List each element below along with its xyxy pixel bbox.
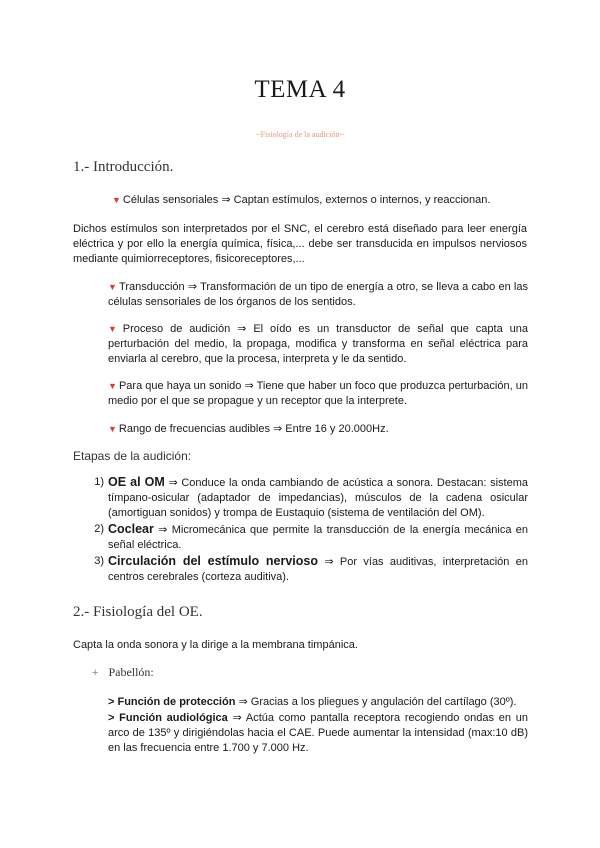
page-title: TEMA 4 [254,76,346,103]
section-2-intro: Capta la onda sonora y la dirige a la membrana timpánica. [73,639,358,651]
bullet-sonido: ▼ Para que haya un sonido ⇒ Tiene que haber un foco que produzca perturbación, un medio por el que se propague y un receptor que la interprete. [108,380,528,407]
section-1-heading: 1.- Introducción. [73,159,174,175]
bullet-transduccion: ▼ Transducción ⇒ Transformación de un tipo de energía a otro, se lleva a cabo en las células sensoriales de los órganos de los sentidos. [108,281,528,308]
etapas-list [84,475,528,585]
bullet-celulas: ▼ Células sensoriales ⇒ Captan estímulos, externos o internos, y reaccionan. [112,194,491,206]
page-subtitle: ~Fisiología de la audición~ [256,130,344,139]
plus-icon: + [92,667,99,679]
intro-paragraph: Dichos estímulos son interpretados por el SNC, el cerebro está diseñado para leer energía eléctrica y por ello la energía química, física,... debe ser transducida en impulsos nerviosos mediante quimiorreceptores, fisicoreceptores,... [73,223,527,265]
triangle-down-icon: ▼ [108,324,121,334]
section-2-heading: 2.- Fisiología del OE. [73,604,203,620]
funcion-proteccion: > Función de protección ⇒ Gracias a los pliegues y angulación del cartílago (30º). [108,696,517,708]
list-item: 1) OE al OM ⇒ Conduce la onda cambiando de acústica a sonora. Destacan: sistema tímpano-osicular (adaptador de impedancias), músculos de la cadena osicular (amortiguan sonidos) y trompa de Eustaquio (sistema de ventilación del OM). [94,475,528,519]
triangle-down-icon: ▼ [108,381,117,391]
bullet-proceso-audicion: ▼ Proceso de audición ⇒ El oído es un transductor de señal que capta una perturbación del medio, la propaga, modifica y transforma en señal eléctrica para enviarla al cerebro, que la procesa, interpreta y le da sentido. [108,323,528,365]
bullet-frecuencias: ▼ Rango de frecuencias audibles ⇒ Entre 16 y 20.000Hz. [108,423,389,435]
funcion-audiologica: > Función audiológica ⇒ Actúa como pantalla receptora recogiendo ondas en un arco de 135º y dirigiéndolas hacia el CAE. Puede aumentar la intensidad (max:10 dB) en las frecuencia entre 1.700 y 7.000 Hz. [108,712,528,754]
triangle-down-icon: ▼ [108,282,118,292]
etapas-label: Etapas de la audición: [73,449,192,463]
triangle-down-icon: ▼ [108,424,117,434]
list-item: 3) Circulación del estímulo nervioso ⇒ Por vías auditivas, interpretación en centros cerebrales (corteza auditiva). [94,554,528,583]
list-item: 2) Coclear ⇒ Micromecánica que permite la transducción de la energía mecánica en señal eléctrica. [94,522,528,551]
pabellon-item: + Pabellón: [92,665,154,679]
triangle-down-icon: ▼ [112,195,121,205]
